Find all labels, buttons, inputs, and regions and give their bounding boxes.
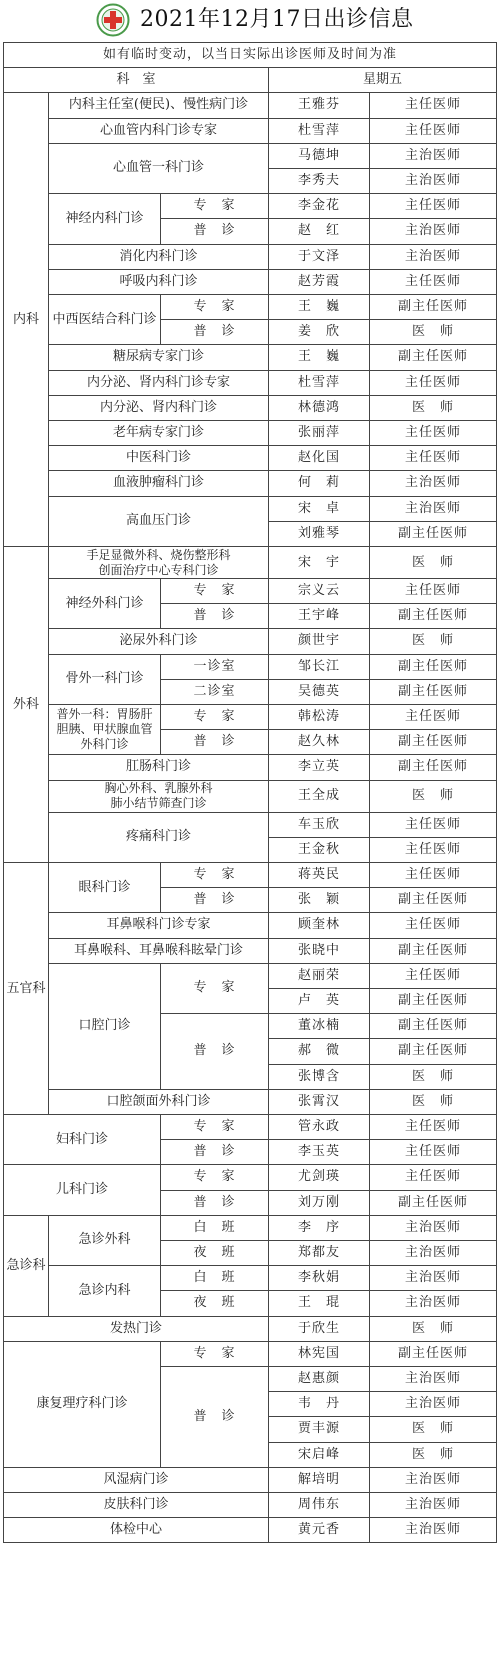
group-name: 五官科 xyxy=(3,862,49,1115)
doctor-name: 郑都友 xyxy=(268,1240,370,1266)
doctor-name: 李玉英 xyxy=(268,1139,370,1165)
doctor-name: 李秋娟 xyxy=(268,1265,370,1291)
doctor-name: 贾丰源 xyxy=(268,1416,370,1442)
department-name: 呼吸内科门诊 xyxy=(48,269,269,295)
doctor-title: 副主任医师 xyxy=(369,1013,497,1039)
doctor-title: 主任医师 xyxy=(369,578,497,604)
doctor-title: 主治医师 xyxy=(369,1492,497,1518)
department-name: 康复理疗科门诊 xyxy=(3,1341,161,1468)
department-name: 发热门诊 xyxy=(3,1316,269,1342)
department-name: 高血压门诊 xyxy=(48,496,269,547)
doctor-name: 林宪国 xyxy=(268,1341,370,1367)
doctor-title: 医 师 xyxy=(369,319,497,345)
sub-label: 普 诊 xyxy=(160,218,269,244)
doctor-name: 董冰楠 xyxy=(268,1013,370,1039)
doctor-name: 张博含 xyxy=(268,1064,370,1090)
doctor-name: 卢 英 xyxy=(268,988,370,1014)
doctor-title: 副主任医师 xyxy=(369,887,497,913)
department-name: 耳鼻喉科、耳鼻喉科眩晕门诊 xyxy=(48,938,269,964)
doctor-name: 李 序 xyxy=(268,1215,370,1241)
column-header-dept: 科 室 xyxy=(3,67,269,93)
doctor-title: 主任医师 xyxy=(369,420,497,446)
doctor-name: 宋 卓 xyxy=(268,496,370,522)
doctor-title: 副主任医师 xyxy=(369,521,497,547)
doctor-title: 副主任医师 xyxy=(369,294,497,320)
doctor-name: 张丽萍 xyxy=(268,420,370,446)
sub-label: 专 家 xyxy=(160,193,269,219)
doctor-name: 颜世宇 xyxy=(268,628,370,654)
sub-label: 白 班 xyxy=(160,1215,269,1241)
doctor-title: 主任医师 xyxy=(369,862,497,888)
doctor-name: 林德鸿 xyxy=(268,395,370,421)
sub-label: 普 诊 xyxy=(160,1366,269,1468)
doctor-name: 蒋英民 xyxy=(268,862,370,888)
doctor-name: 尤剑瑛 xyxy=(268,1164,370,1190)
sub-label: 普 诊 xyxy=(160,1013,269,1090)
department-name: 骨外一科门诊 xyxy=(48,654,161,705)
doctor-name: 马德坤 xyxy=(268,143,370,169)
sub-label: 普 诊 xyxy=(160,1190,269,1216)
doctor-name: 赵芳霞 xyxy=(268,269,370,295)
doctor-name: 解培明 xyxy=(268,1467,370,1493)
doctor-name: 车玉欣 xyxy=(268,812,370,838)
department-name: 内科主任室(便民)、慢性病门诊 xyxy=(48,92,269,118)
department-name: 中医科门诊 xyxy=(48,445,269,471)
group-name: 急诊科 xyxy=(3,1215,49,1317)
doctor-title: 主任医师 xyxy=(369,704,497,730)
department-name: 肛肠科门诊 xyxy=(48,754,269,780)
doctor-name: 杜雪萍 xyxy=(268,370,370,396)
sub-label: 专 家 xyxy=(160,1164,269,1190)
doctor-title: 主任医师 xyxy=(369,1139,497,1165)
department-name: 神经内科门诊 xyxy=(48,193,161,244)
doctor-title: 主治医师 xyxy=(369,1517,497,1543)
doctor-title: 主任医师 xyxy=(369,1164,497,1190)
doctor-title: 主治医师 xyxy=(369,1215,497,1241)
doctor-title: 主任医师 xyxy=(369,837,497,863)
doctor-title: 主治医师 xyxy=(369,470,497,496)
department-name: 疼痛科门诊 xyxy=(48,812,269,863)
doctor-name: 李金花 xyxy=(268,193,370,219)
sub-label: 普 诊 xyxy=(160,1139,269,1165)
doctor-title: 医 师 xyxy=(369,780,497,813)
department-name: 儿科门诊 xyxy=(3,1164,161,1215)
department-name: 口腔颌面外科门诊 xyxy=(48,1089,269,1115)
doctor-name: 宗义云 xyxy=(268,578,370,604)
doctor-name: 王 巍 xyxy=(268,294,370,320)
department-name: 急诊外科 xyxy=(48,1215,161,1266)
sub-label: 专 家 xyxy=(160,963,269,1014)
doctor-name: 刘雅琴 xyxy=(268,521,370,547)
department-name: 风湿病门诊 xyxy=(3,1467,269,1493)
department-name: 糖尿病专家门诊 xyxy=(48,344,269,370)
department-name: 泌尿外科门诊 xyxy=(48,628,269,654)
sub-label: 二诊室 xyxy=(160,679,269,705)
notice-row: 如有临时变动，以当日实际出诊医师及时间为准 xyxy=(3,42,497,68)
department-name: 普外一科：胃肠肝 胆胰、甲状腺血管 外科门诊 xyxy=(48,704,161,755)
doctor-name: 刘万刚 xyxy=(268,1190,370,1216)
group-name: 外科 xyxy=(3,546,49,863)
department-name: 中西医结合科门诊 xyxy=(48,294,161,345)
department-name: 心血管内科门诊专家 xyxy=(48,118,269,144)
department-name: 口腔门诊 xyxy=(48,963,161,1090)
doctor-title: 主治医师 xyxy=(369,1391,497,1417)
doctor-name: 赵 红 xyxy=(268,218,370,244)
doctor-name: 于欣生 xyxy=(268,1316,370,1342)
doctor-title: 副主任医师 xyxy=(369,344,497,370)
doctor-name: 郝 微 xyxy=(268,1038,370,1064)
doctor-name: 王 巍 xyxy=(268,344,370,370)
doctor-name: 管永政 xyxy=(268,1114,370,1140)
column-header-day: 星期五 xyxy=(268,67,497,93)
doctor-title: 主治医师 xyxy=(369,218,497,244)
doctor-name: 王全成 xyxy=(268,780,370,813)
doctor-title: 副主任医师 xyxy=(369,938,497,964)
sub-label: 专 家 xyxy=(160,578,269,604)
doctor-title: 医 师 xyxy=(369,1316,497,1342)
sub-label: 普 诊 xyxy=(160,887,269,913)
doctor-name: 杜雪萍 xyxy=(268,118,370,144)
doctor-name: 张晓中 xyxy=(268,938,370,964)
sub-label: 普 诊 xyxy=(160,729,269,755)
doctor-title: 主治医师 xyxy=(369,496,497,522)
sub-label: 专 家 xyxy=(160,704,269,730)
doctor-title: 主治医师 xyxy=(369,143,497,169)
doctor-title: 医 师 xyxy=(369,1416,497,1442)
doctor-title: 主任医师 xyxy=(369,370,497,396)
doctor-title: 副主任医师 xyxy=(369,603,497,629)
department-name: 内分泌、肾内科门诊专家 xyxy=(48,370,269,396)
doctor-name: 张霄汉 xyxy=(268,1089,370,1115)
doctor-name: 周伟东 xyxy=(268,1492,370,1518)
doctor-title: 副主任医师 xyxy=(369,679,497,705)
doctor-title: 医 师 xyxy=(369,1442,497,1468)
department-name: 老年病专家门诊 xyxy=(48,420,269,446)
department-name: 耳鼻喉科门诊专家 xyxy=(48,912,269,938)
doctor-title: 主治医师 xyxy=(369,1265,497,1291)
department-name: 内分泌、肾内科门诊 xyxy=(48,395,269,421)
doctor-title: 主治医师 xyxy=(369,1240,497,1266)
doctor-name: 顾奎林 xyxy=(268,912,370,938)
department-name: 手足显微外科、烧伤整形科 创面治疗中心专科门诊 xyxy=(48,546,269,579)
doctor-title: 副主任医师 xyxy=(369,1341,497,1367)
sub-label: 普 诊 xyxy=(160,319,269,345)
department-name: 血液肿瘤科门诊 xyxy=(48,470,269,496)
doctor-title: 副主任医师 xyxy=(369,988,497,1014)
doctor-name: 李秀夫 xyxy=(268,168,370,194)
doctor-title: 主任医师 xyxy=(369,92,497,118)
department-name: 心血管一科门诊 xyxy=(48,143,269,194)
doctor-name: 赵化国 xyxy=(268,445,370,471)
doctor-title: 副主任医师 xyxy=(369,1190,497,1216)
doctor-name: 宋 宇 xyxy=(268,546,370,579)
doctor-title: 副主任医师 xyxy=(369,754,497,780)
doctor-name: 何 莉 xyxy=(268,470,370,496)
doctor-title: 主任医师 xyxy=(369,963,497,989)
doctor-title: 主任医师 xyxy=(369,812,497,838)
doctor-title: 主治医师 xyxy=(369,1366,497,1392)
doctor-name: 宋启峰 xyxy=(268,1442,370,1468)
doctor-title: 主治医师 xyxy=(369,168,497,194)
department-name: 皮肤科门诊 xyxy=(3,1492,269,1518)
department-name: 妇科门诊 xyxy=(3,1114,161,1165)
doctor-title: 主治医师 xyxy=(369,1290,497,1316)
department-name: 眼科门诊 xyxy=(48,862,161,913)
doctor-title: 主治医师 xyxy=(369,1467,497,1493)
doctor-name: 王宇峰 xyxy=(268,603,370,629)
doctor-name: 韩松涛 xyxy=(268,704,370,730)
doctor-name: 王金秋 xyxy=(268,837,370,863)
department-name: 神经外科门诊 xyxy=(48,578,161,629)
sub-label: 夜 班 xyxy=(160,1290,269,1316)
doctor-title: 主任医师 xyxy=(369,193,497,219)
department-name: 体检中心 xyxy=(3,1517,269,1543)
doctor-name: 李立英 xyxy=(268,754,370,780)
doctor-name: 赵丽荣 xyxy=(268,963,370,989)
doctor-name: 吴德英 xyxy=(268,679,370,705)
doctor-title: 主治医师 xyxy=(369,244,497,270)
department-name: 胸心外科、乳腺外科 肺小结节筛查门诊 xyxy=(48,780,269,813)
doctor-name: 于文泽 xyxy=(268,244,370,270)
department-name: 急诊内科 xyxy=(48,1265,161,1316)
doctor-title: 医 师 xyxy=(369,1089,497,1115)
department-name: 消化内科门诊 xyxy=(48,244,269,270)
sub-label: 一诊室 xyxy=(160,654,269,680)
sub-label: 专 家 xyxy=(160,1341,269,1367)
doctor-name: 张 颖 xyxy=(268,887,370,913)
doctor-title: 主任医师 xyxy=(369,269,497,295)
doctor-name: 王雅芬 xyxy=(268,92,370,118)
page-title: 2021年12月17日出诊信息 xyxy=(140,7,414,32)
sub-label: 夜 班 xyxy=(160,1240,269,1266)
sub-label: 专 家 xyxy=(160,862,269,888)
doctor-name: 邹长江 xyxy=(268,654,370,680)
sub-label: 白 班 xyxy=(160,1265,269,1291)
doctor-title: 医 师 xyxy=(369,1064,497,1090)
doctor-name: 赵惠颜 xyxy=(268,1366,370,1392)
doctor-title: 医 师 xyxy=(369,628,497,654)
doctor-title: 副主任医师 xyxy=(369,1038,497,1064)
sub-label: 专 家 xyxy=(160,294,269,320)
doctor-title: 副主任医师 xyxy=(369,729,497,755)
doctor-title: 主任医师 xyxy=(369,445,497,471)
sub-label: 普 诊 xyxy=(160,603,269,629)
doctor-title: 副主任医师 xyxy=(369,654,497,680)
doctor-name: 王 琨 xyxy=(268,1290,370,1316)
doctor-name: 黄元香 xyxy=(268,1517,370,1543)
doctor-title: 主任医师 xyxy=(369,118,497,144)
doctor-title: 主任医师 xyxy=(369,912,497,938)
doctor-title: 医 师 xyxy=(369,395,497,421)
doctor-name: 赵久林 xyxy=(268,729,370,755)
doctor-name: 姜 欣 xyxy=(268,319,370,345)
doctor-name: 韦 丹 xyxy=(268,1391,370,1417)
group-name: 内科 xyxy=(3,92,49,547)
sub-label: 专 家 xyxy=(160,1114,269,1140)
doctor-title: 主任医师 xyxy=(369,1114,497,1140)
doctor-title: 医 师 xyxy=(369,546,497,579)
